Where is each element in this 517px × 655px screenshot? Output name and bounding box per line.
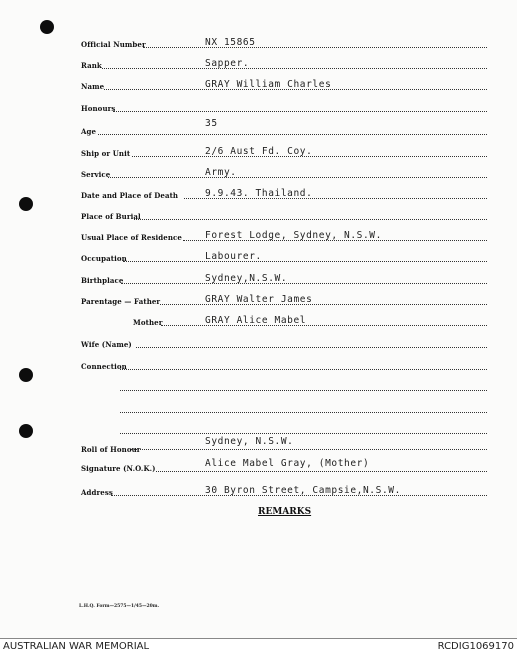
connection-line [0,422,517,436]
field-birthplace [0,272,517,286]
field-connection [0,358,517,372]
date-place-death-value: 9.9.43. Thailand. [205,188,313,199]
print-reference: L.H.Q. Form—2575—1/45—20m. [79,604,160,609]
rank-label: Rank [81,61,102,70]
date-place-death-label: Date and Place of Death [81,191,179,200]
name-label: Name [81,82,105,91]
archive-footer [0,638,517,655]
usual-residence-value: Forest Lodge, Sydney, N.S.W. [205,230,382,241]
place-of-burial-label: Place of Burial [81,212,141,221]
field-parentage-father [0,293,517,307]
signature-nok-label: Signature (N.O.K.) [81,464,156,473]
signature-nok-value: Alice Mabel Gray, (Mother) [205,458,370,469]
remarks-heading: REMARKS [258,507,312,517]
roll-of-honour-label: Roll of Honour [81,445,141,454]
official-number-value: NX 15865 [205,37,256,48]
connection-line [0,379,517,393]
age-value: 35 [205,118,218,129]
field-address [0,484,517,498]
field-ship-or-unit [0,145,517,159]
wife-label: Wife (Name) [81,340,132,349]
honours-label: Honours [81,104,116,113]
field-usual-residence [0,229,517,243]
occupation-label: Occupation [81,254,127,263]
field-honours [0,100,517,114]
field-roll-of-honour [0,436,517,452]
usual-residence-label: Usual Place of Residence [81,233,182,242]
roll-of-honour-value: Sydney, N.S.W. [205,436,294,447]
field-service [0,166,517,180]
official-number-label: Official Number [81,40,146,49]
birthplace-value: Sydney,N.S.W. [205,273,288,284]
parentage-father-label: Parentage — Father [81,297,161,306]
footer-source: AUSTRALIAN WAR MEMORIAL [3,641,150,652]
field-rank [0,57,517,71]
connection-label: Connection [81,362,127,371]
field-mother [0,314,517,328]
ship-or-unit-value: 2/6 Aust Fd. Coy. [205,146,313,157]
mother-label: Mother [133,318,163,327]
address-value: 30 Byron Street, Campsie,N.S.W. [205,485,401,496]
birthplace-label: Birthplace [81,276,124,285]
field-occupation [0,250,517,264]
rank-value: Sapper. [205,58,250,69]
connection-line [0,401,517,415]
punch-hole [40,20,54,34]
service-label: Service [81,170,111,179]
field-date-place-death [0,187,517,201]
parentage-father-value: GRAY Walter James [205,294,313,305]
field-wife [0,336,517,350]
mother-value: GRAY Alice Mabel [205,315,307,326]
footer-record-id: RCDIG1069170 [437,641,514,652]
name-value: GRAY William Charles [205,79,332,90]
field-signature-nok [0,460,517,474]
occupation-value: Labourer. [205,251,262,262]
field-name [0,78,517,92]
address-label: Address [81,488,113,497]
field-place-of-burial [0,208,517,222]
ship-or-unit-label: Ship or Unit [81,149,131,158]
field-official-number [0,36,517,50]
age-label: Age [81,127,97,136]
field-age [0,118,517,137]
service-value: Army. [205,167,237,178]
